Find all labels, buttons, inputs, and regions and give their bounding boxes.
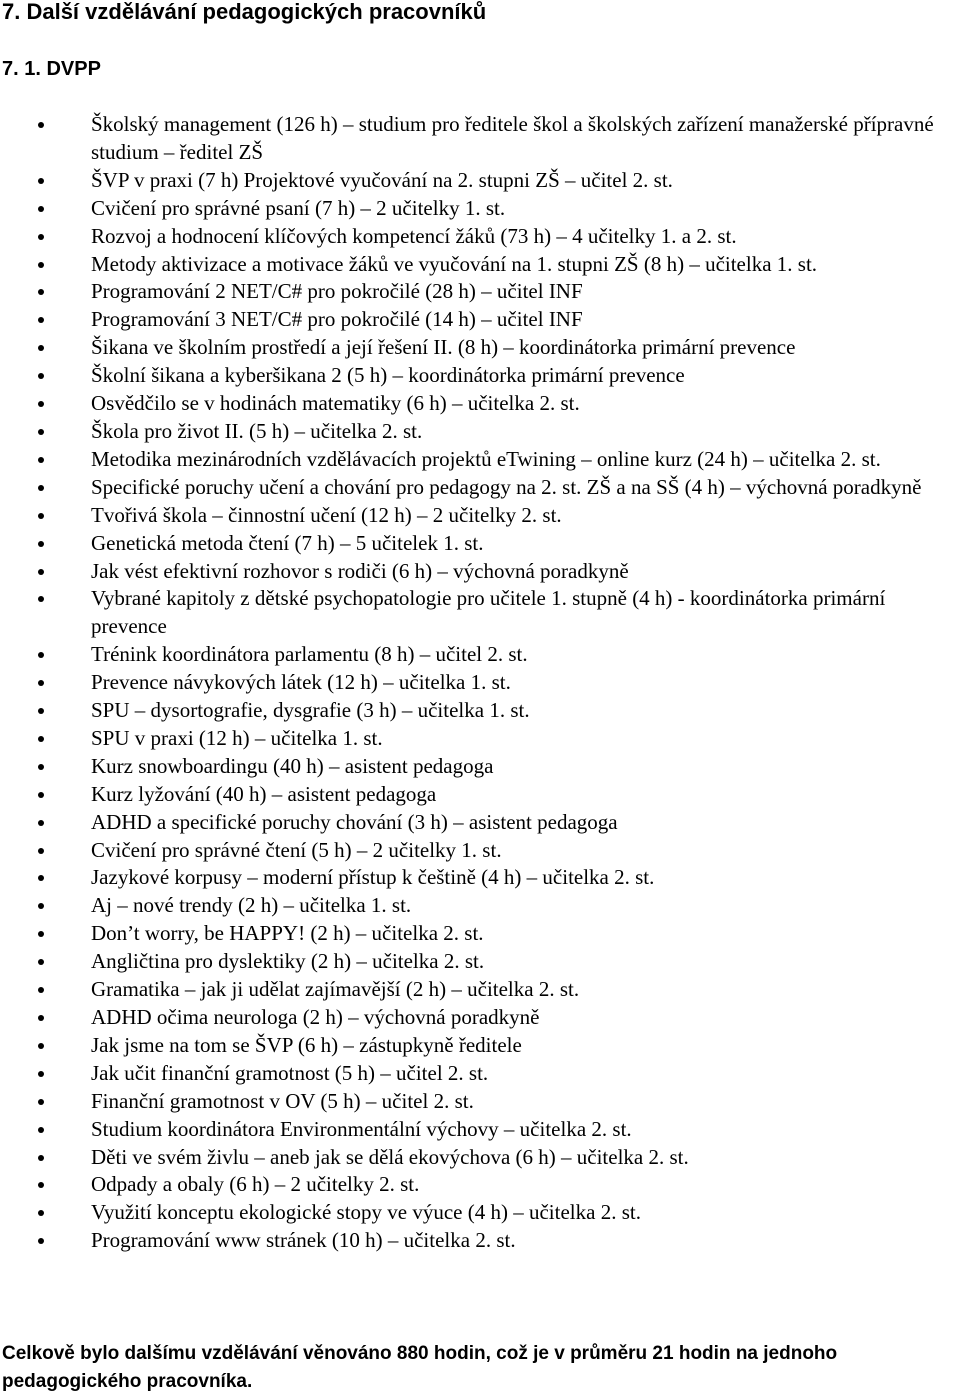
bullet-icon <box>38 652 44 658</box>
list-item <box>0 530 960 558</box>
list-item <box>0 1171 960 1199</box>
list-item-text: ADHD očima neurologa (2 h) – výchovná poradkyně <box>91 1005 540 1029</box>
list-item-text: Metodika mezinárodních vzdělávacích projektů eTwining – online kurz (24 h) – učitelka 2. st. <box>91 446 881 471</box>
bullet-icon <box>38 1015 44 1021</box>
bullet-icon <box>38 959 44 965</box>
list-item-text: SPU v praxi (12 h) – učitelka 1. st. <box>91 725 383 750</box>
list-item-text: Osvědčilo se v hodinách matematiky (6 h) – učitelka 2. st. <box>91 391 580 416</box>
bullet-icon <box>38 1071 44 1077</box>
list-item <box>0 446 960 474</box>
bullet-icon <box>38 178 44 184</box>
bullet-icon <box>38 792 44 798</box>
list-item <box>0 390 960 418</box>
list-item-text: Jazykové korpusy – moderní přístup k češtině (4 h) – učitelka 2. st. <box>91 865 655 890</box>
list-item-text: Děti ve svém živlu – aneb jak se dělá ekovýchova (6 h) – učitelka 2. st. <box>91 1144 689 1169</box>
list-item-text: Vybrané kapitoly z dětské psychopatologie pro učitele 1. stupně (4 h) - koordinátorka primární prevence <box>91 586 886 639</box>
list-item-text: Don’t worry, be HAPPY! (2 h) – učitelka 2. st. <box>91 921 484 946</box>
list-item-text: Kurz lyžování (40 h) – asistent pedagoga <box>91 781 437 806</box>
bullet-icon <box>38 317 44 323</box>
bullet-icon <box>38 1238 44 1244</box>
list-item-text: Cvičení pro správné čtení (5 h) – 2 učitelky 1. st. <box>91 837 502 862</box>
bullet-icon <box>38 429 44 435</box>
list-item <box>0 1116 960 1144</box>
list-item <box>0 585 960 641</box>
list-item-text: Školní šikana a kyberšikana 2 (5 h) – koordinátorka primární prevence <box>91 363 685 388</box>
bullet-icon <box>38 513 44 519</box>
bullet-icon <box>38 401 44 407</box>
bullet-icon <box>38 875 44 881</box>
list-item <box>0 920 960 948</box>
list-item <box>0 278 960 306</box>
list-item <box>0 195 960 223</box>
list-item <box>0 753 960 781</box>
list-item-text: Finanční gramotnost v OV (5 h) – učitel 2. st. <box>91 1088 474 1113</box>
list-item <box>0 948 960 976</box>
bullet-icon <box>38 1182 44 1188</box>
list-item-text: Studium koordinátora Environmentální výchovy – učitelka 2. st. <box>91 1116 632 1141</box>
list-item-text: Specifické poruchy učení a chování pro pedagogy na 2. st. ZŠ a na SŠ (4 h) – výchovná poradkyně <box>91 474 922 499</box>
list-item <box>0 558 960 586</box>
course-list <box>0 111 960 1255</box>
list-item <box>0 167 960 195</box>
list-item-text: Programování www stránek (10 h) – učitelka 2. st. <box>91 1228 516 1253</box>
list-item <box>0 1088 960 1116</box>
bullet-icon <box>38 569 44 575</box>
list-item <box>0 864 960 892</box>
list-item-text: Jak vést efektivní rozhovor s rodiči (6 h) – výchovná poradkyně <box>91 558 629 583</box>
bullet-icon <box>38 1127 44 1133</box>
list-item <box>0 502 960 530</box>
list-item <box>0 781 960 809</box>
list-item-text: Prevence návykových látek (12 h) – učitelka 1. st. <box>91 670 511 695</box>
list-item-text: Metody aktivizace a motivace žáků ve vyučování na 1. stupni ZŠ (8 h) – učitelka 1. st. <box>91 251 818 276</box>
list-item <box>0 334 960 362</box>
list-item <box>0 223 960 251</box>
list-item <box>0 892 960 920</box>
subsection-heading: 7. 1. DVPP <box>2 58 101 80</box>
list-item <box>0 1144 960 1172</box>
bullet-icon <box>38 1099 44 1105</box>
list-item <box>0 976 960 1004</box>
list-item <box>0 1004 960 1032</box>
list-item-text: Aj – nové trendy (2 h) – učitelka 1. st. <box>91 893 412 918</box>
bullet-icon <box>38 931 44 937</box>
bullet-icon <box>38 1043 44 1049</box>
list-item <box>0 725 960 753</box>
list-item-text: Odpady a obaly (6 h) – 2 učitelky 2. st. <box>91 1172 420 1197</box>
list-item-text: SPU – dysortografie, dysgrafie (3 h) – učitelka 1. st. <box>91 698 530 723</box>
bullet-icon <box>38 289 44 295</box>
list-item-text: Rozvoj a hodnocení klíčových kompetencí žáků (73 h) – 4 učitelky 1. a 2. st. <box>91 223 737 248</box>
bullet-icon <box>38 541 44 547</box>
list-item <box>0 809 960 837</box>
bullet-icon <box>38 708 44 714</box>
list-item <box>0 1060 960 1088</box>
list-item-text: Angličtina pro dyslektiky (2 h) – učitelka 2. st. <box>91 949 485 974</box>
list-item-text: Programování 3 NET/C# pro pokročilé (14 h) – učitel INF <box>91 307 583 332</box>
list-item-text: Šikana ve školním prostředí a její řešení II. (8 h) – koordinátorka primární prevence <box>91 335 796 360</box>
list-item-text: Škola pro život II. (5 h) – učitelka 2. st. <box>91 418 423 443</box>
bullet-icon <box>38 848 44 854</box>
bullet-icon <box>38 345 44 351</box>
bullet-icon <box>38 764 44 770</box>
list-item-text: Genetická metoda čtení (7 h) – 5 učitelek 1. st. <box>91 530 484 555</box>
list-item <box>0 474 960 502</box>
list-item-text: Programování 2 NET/C# pro pokročilé (28 h) – učitel INF <box>91 279 583 304</box>
section-heading: 7. Další vzdělávání pedagogických pracovníků <box>2 0 487 24</box>
bullet-icon <box>38 1210 44 1216</box>
bullet-icon <box>38 987 44 993</box>
list-item-text: ŠVP v praxi (7 h) Projektové vyučování na 2. stupni ZŠ – učitel 2. st. <box>91 167 673 192</box>
bullet-icon <box>38 457 44 463</box>
list-item-text: ADHD a specifické poruchy chování (3 h) – asistent pedagoga <box>91 809 618 834</box>
bullet-icon <box>38 903 44 909</box>
list-item <box>0 1227 960 1255</box>
list-item-text: Trénink koordinátora parlamentu (8 h) – učitel 2. st. <box>91 642 528 667</box>
list-item-text: Jak jsme na tom se ŠVP (6 h) – zástupkyně ředitele <box>91 1032 522 1057</box>
bullet-icon <box>38 1155 44 1161</box>
bullet-icon <box>38 262 44 268</box>
list-item <box>0 306 960 334</box>
bullet-icon <box>38 485 44 491</box>
list-item-text: Kurz snowboardingu (40 h) – asistent pedagoga <box>91 753 494 778</box>
list-item <box>0 1032 960 1060</box>
list-item <box>0 697 960 725</box>
bullet-icon <box>38 736 44 742</box>
bullet-icon <box>38 206 44 212</box>
bullet-icon <box>38 820 44 826</box>
bullet-icon <box>38 373 44 379</box>
list-item <box>0 1199 960 1227</box>
list-item-text: Školský management (126 h) – studium pro ředitele škol a školských zařízení manažerské přípravné studium – ředitel ZŠ <box>91 112 934 164</box>
list-item-text: Gramatika – jak ji udělat zajímavější (2 h) – učitelka 2. st. <box>91 977 580 1002</box>
list-item <box>0 641 960 669</box>
list-item-text: Využití konceptu ekologické stopy ve výuce (4 h) – učitelka 2. st. <box>91 1200 641 1225</box>
list-item <box>0 362 960 390</box>
list-item-text: Jak učit finanční gramotnost (5 h) – učitel 2. st. <box>91 1060 489 1085</box>
list-item <box>0 111 960 167</box>
list-item-text: Cvičení pro správné psaní (7 h) – 2 učitelky 1. st. <box>91 195 506 220</box>
bullet-icon <box>38 234 44 240</box>
bullet-icon <box>38 122 44 128</box>
list-item <box>0 251 960 279</box>
bullet-icon <box>38 596 44 602</box>
summary-paragraph: Celkově bylo dalšímu vzdělávání věnováno 880 hodin, což je v průměru 21 hodin na jednoho pedagogického pracovníka. <box>2 1343 838 1392</box>
list-item <box>0 669 960 697</box>
list-item <box>0 418 960 446</box>
list-item <box>0 837 960 865</box>
list-item-text: Tvořivá škola – činnostní učení (12 h) – 2 učitelky 2. st. <box>91 502 562 527</box>
bullet-icon <box>38 680 44 686</box>
